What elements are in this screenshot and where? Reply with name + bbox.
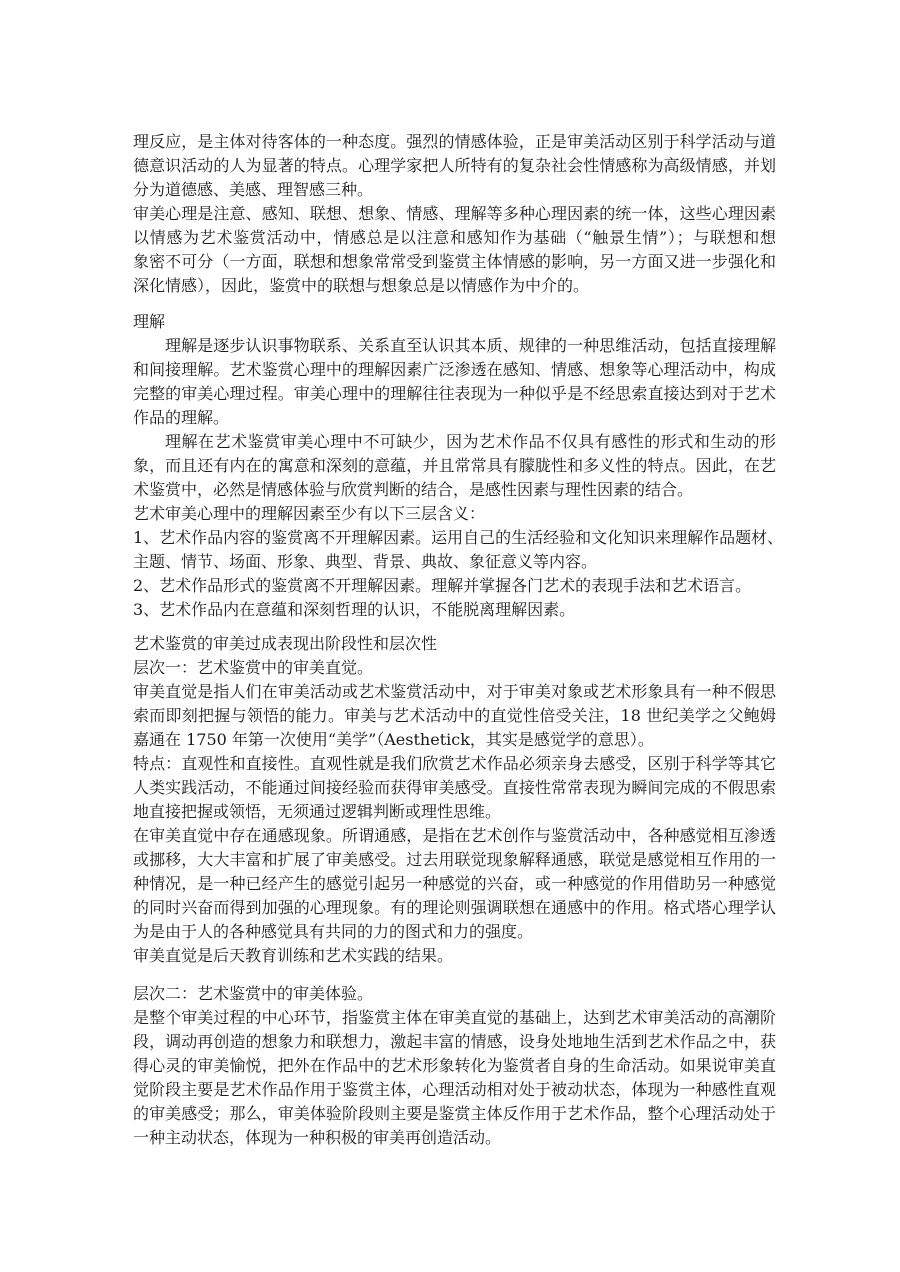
text-line: 以情感为艺术鉴赏活动中，情感总是以注意和感知作为基础（“触景生情”）；与联想和想	[133, 228, 776, 247]
text-line: 理反应，是主体对待客体的一种态度。强烈的情感体验，正是审美活动区别于科学活动与道	[133, 132, 776, 151]
text-line: 审美直觉是指人们在审美活动或艺术鉴赏活动中，对于审美对象或艺术形象具有一种不假思	[133, 682, 776, 701]
text-line: 艺术审美心理中的理解因素至少有以下三层含义：	[133, 504, 486, 523]
text-line: 作品的理解。	[133, 408, 230, 427]
text-line: 特点：直观性和直接性。直观性就是我们欣赏艺术作品必须亲身去感受，区别于科学等其它	[133, 754, 776, 773]
list-item: 2、艺术作品形式的鉴赏离不开理解因素。理解并掌握各门艺术的表现手法和艺术语言。	[133, 576, 752, 595]
text-line: 审美直觉是后天教育训练和艺术实践的结果。	[133, 946, 454, 965]
section-heading: 理解	[133, 312, 166, 331]
subheading: 层次二：艺术鉴赏中的审美体验。	[133, 984, 374, 1003]
section-heading: 艺术鉴赏的审美过成表现出阶段性和层次性	[133, 634, 438, 653]
text-line: 分为道德感、美感、理智感三种。	[133, 180, 374, 199]
text-line: 的审美感受；那么，审美体验阶段则主要是鉴赏主体反作用于艺术作品，整个心理活动处于	[133, 1104, 776, 1123]
text-line: 种情况，是一种已经产生的感觉引起另一种感觉的兴奋，或一种感觉的作用借助另一种感觉	[133, 874, 776, 893]
text-line: 的同时兴奋而得到加强的心理现象。有的理论则强调联想在通感中的作用。格式塔心理学认	[133, 898, 776, 917]
text-line: 嘉通在 1750 年第一次使用“美学”（Aesthetick，其实是感觉学的意思）。	[133, 730, 654, 749]
text-line: 得心灵的审美愉悦，把外在作品中的艺术形象转化为鉴赏者自身的生命活动。如果说审美直	[133, 1056, 776, 1075]
text-line: 或挪移，大大丰富和扩展了审美感受。过去用联觉现象解释通感，联觉是感觉相互作用的一	[133, 850, 776, 869]
text-line: 地直接把握或领悟，无须通过逻辑判断或理性思维。	[133, 802, 502, 821]
text-line: 和间接理解。艺术鉴赏心理中的理解因素广泛渗透在感知、情感、想象等心理活动中，构成	[133, 360, 776, 379]
text-line: 觉阶段主要是艺术作品作用于鉴赏主体，心理活动相对处于被动状态，体现为一种感性直观	[133, 1080, 776, 1099]
text-line: 在审美直觉中存在通感现象。所谓通感，是指在艺术创作与鉴赏活动中，各种感觉相互渗透	[133, 826, 776, 845]
subheading: 层次一：艺术鉴赏中的审美直觉。	[133, 658, 374, 677]
section-aesthetic-experience	[133, 982, 776, 1150]
section-understanding	[133, 310, 784, 622]
text-line: 主题、情节、场面、形象、典型、背景、典故、象征意义等内容。	[133, 552, 598, 571]
list-item: 1、艺术作品内容的鉴赏离不开理解因素。运用自己的生活经验和文化知识来理解作品题材、	[133, 528, 784, 547]
text-line: 术鉴赏中，必然是情感体验与欣赏判断的结合，是感性因素与理性因素的结合。	[133, 480, 694, 499]
text-line: 审美心理是注意、感知、联想、想象、情感、理解等多种心理因素的统一体，这些心理因素	[133, 204, 776, 223]
text-line: 人类实践活动，不能通过间接经验而获得审美感受。直接性常常表现为瞬间完成的不假思索	[133, 778, 776, 797]
text-line: 象，而且还有内在的寓意和深刻的意蕴，并且常常具有朦胧性和多义性的特点。因此，在艺	[133, 456, 776, 475]
text-line: 德意识活动的人为显著的特点。心理学家把人所特有的复杂社会性情感称为高级情感，并划	[133, 156, 776, 175]
text-line: 是整个审美过程的中心环节，指鉴赏主体在审美直觉的基础上，达到艺术审美活动的高潮阶	[133, 1008, 776, 1027]
text-line: 索而即刻把握与领悟的能力。审美与艺术活动中的直觉性倍受关注，18 世纪美学之父鲍姆	[133, 706, 776, 725]
paragraph-emotion	[133, 130, 776, 298]
text-line: 深化情感），因此，鉴赏中的联想与想象总是以情感作为中介的。	[133, 276, 590, 295]
text-line: 理解在艺术鉴赏审美心理中不可缺少，因为艺术作品不仅具有感性的形式和生动的形	[165, 432, 776, 451]
text-line: 一种主动状态，体现为一种积极的审美再创造活动。	[133, 1128, 502, 1147]
text-line: 理解是逐步认识事物联系、关系直至认识其本质、规律的一种思维活动，包括直接理解	[165, 336, 776, 355]
list-item: 3、艺术作品内在意蕴和深刻哲理的认识，不能脱离理解因素。	[133, 600, 576, 619]
text-line: 为是由于人的各种感觉具有共同的力的图式和力的强度。	[133, 922, 534, 941]
section-aesthetic-intuition	[133, 632, 776, 968]
text-line: 段，调动再创造的想象力和联想力，激起丰富的情感，设身处地地生活到艺术作品之中，获	[133, 1032, 776, 1051]
text-line: 完整的审美心理过程。审美心理中的理解往往表现为一种似乎是不经思索直接达到对于艺术	[133, 384, 776, 403]
text-line: 象密不可分（一方面，联想和想象常常受到鉴赏主体情感的影响，另一方面又进一步强化和	[133, 252, 776, 271]
